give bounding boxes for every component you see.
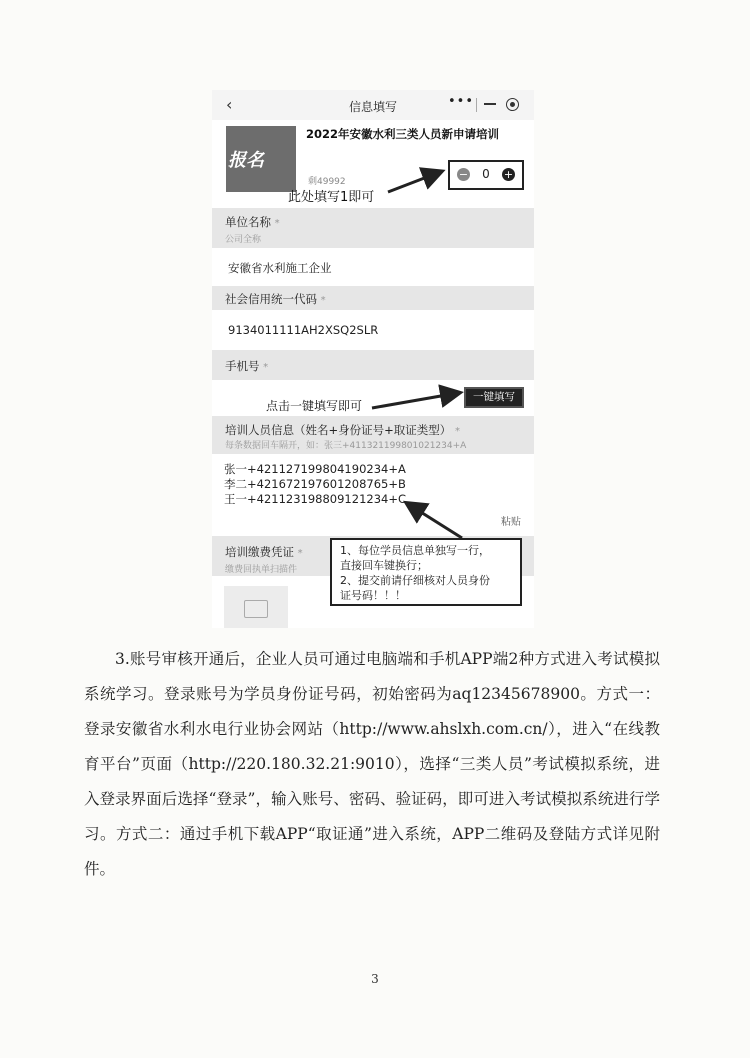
trainee-line: 王一+421123198809121234+C — [224, 492, 407, 506]
product-title: 2022年安徽水利三类人员新申请培训 — [306, 127, 500, 141]
credit-code-field[interactable]: 9134011111AH2XSQ2SLR — [228, 323, 379, 337]
quantity-value: 0 — [482, 167, 490, 181]
note-line: 1、每位学员信息单独写一行， — [340, 544, 490, 557]
banner-text: 报名 — [228, 150, 264, 171]
trainees-hint: 每条数据回车隔开，如：张三+41132119980102123​4+A — [225, 441, 467, 451]
arrow-to-stepper — [388, 172, 440, 192]
arrow-to-lines — [408, 504, 462, 538]
unit-label: 单位名称 * — [225, 215, 280, 229]
plus-icon[interactable]: + — [503, 168, 514, 181]
credit-label: 社会信用统一代码 * — [225, 292, 326, 306]
minus-icon[interactable]: − — [458, 168, 469, 181]
note-line: 证号码！！！ — [340, 589, 406, 602]
one-key-annotation: 点击一键填写即可 — [266, 399, 363, 413]
unit-name-field[interactable]: 安徽省水利施工企业 — [228, 261, 332, 275]
paragraph-text: 3.账号审核开通后，企业人员可通过电脑端和手机APP端2种方式进入考试模拟系统学习。登录账号为学员身份证号码，初始密码为aq12345678900。方式一：登录安徽省水利水电行业协会网站（http://www.ahslxh.com.cn/），进入“在线教育平台”页面（http://220.180.32.21:9010），选择“三类人员”考试模拟系统，进入登录界面后选择“登录”，输入账号、密码、验证码，即可进入考试模拟系统进行学习。方式二：通过手机下载APP“取证通”进入系统，APP二维码及登陆方式详见附件。 — [84, 650, 660, 878]
payment-hint: 缴费回执单扫描件 — [225, 565, 298, 575]
back-icon[interactable]: ‹ — [226, 95, 233, 114]
unit-hint: 公司全称 — [225, 235, 262, 245]
page-title: 信息填写 — [348, 100, 397, 114]
stock-count: 剩49992 — [308, 177, 346, 187]
payment-label: 培训缴费凭证 * — [225, 545, 303, 559]
paste-button[interactable]: 粘贴 — [501, 517, 521, 528]
trainee-line: 张一+421127199804190234+A — [224, 462, 406, 476]
trainees-label: 培训人员信息（姓名+身份证号+取证类型） * — [225, 423, 460, 437]
body-paragraph — [84, 642, 660, 887]
page-number: 3 — [371, 972, 379, 986]
arrow-to-button — [372, 393, 458, 408]
phone-label: 手机号 * — [225, 359, 269, 373]
more-menu-icon[interactable]: ••• — [448, 94, 475, 109]
fill-one-annotation: 此处填写1即可 — [288, 190, 375, 205]
note-line: 直接回车键换行； — [340, 559, 428, 572]
one-key-fill-button[interactable]: 一键填写 — [464, 387, 524, 408]
note-line: 2、提交前请仔细核对人员身份 — [340, 574, 490, 587]
trainee-line: 李二+421672197601208765+B — [224, 477, 406, 491]
